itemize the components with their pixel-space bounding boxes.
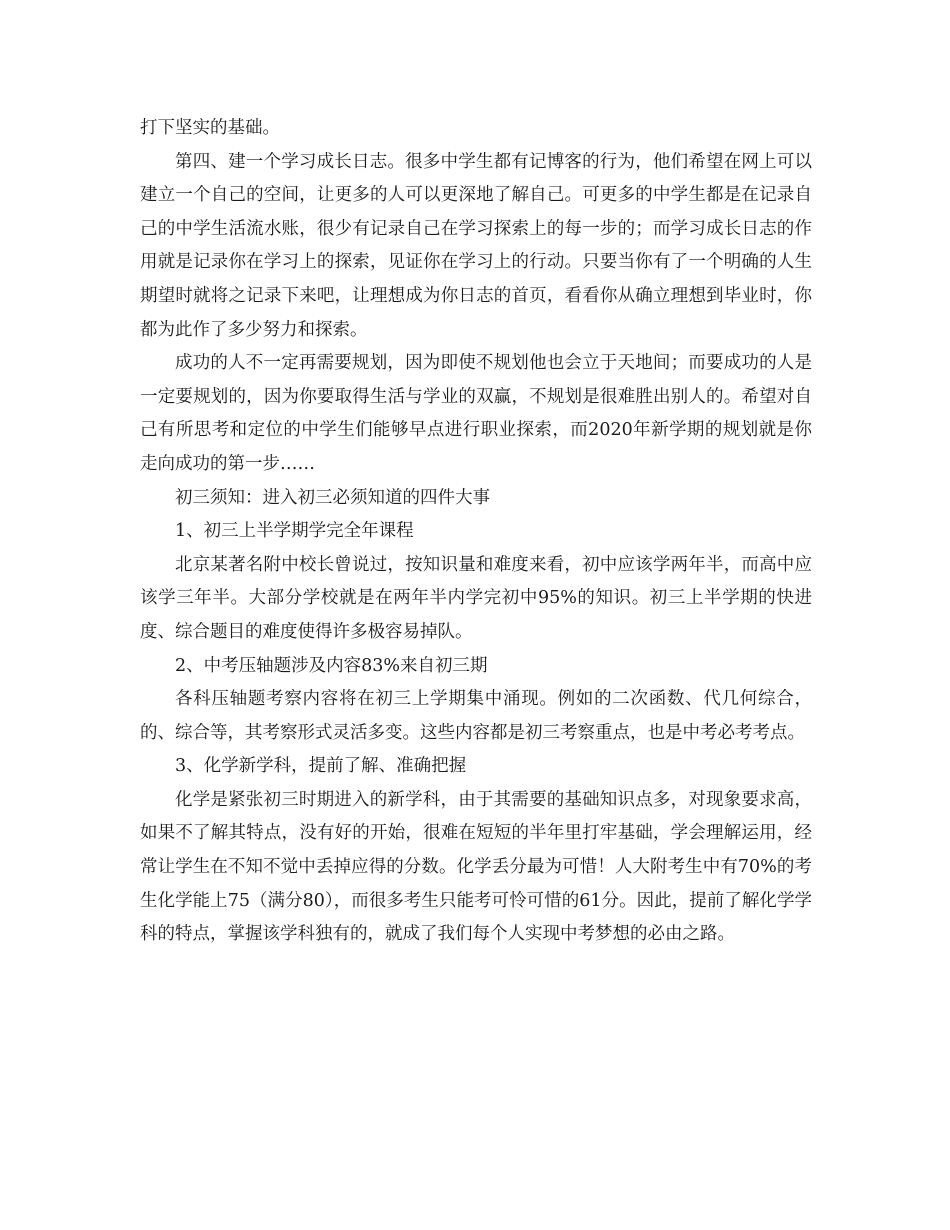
paragraph-item-1: 北京某著名附中校长曾说过，按知识量和难度来看，初中应该学两年半，而高中应该学三年半。大部分学校就是在两年半内学完初中95%的知识。初三上半学期的快进度、综合题目的难度使得许多极容易掉队。 — [140, 554, 812, 642]
document-body — [140, 112, 812, 952]
section-heading: 初三须知：进入初三必须知道的四件大事 — [175, 487, 490, 508]
item-heading-3: 3、化学新学科，提前了解、准确把握 — [175, 756, 467, 777]
paragraph-learning-log: 第四、建一个学习成长日志。很多中学生都有记博客的行为，他们希望在网上可以建立一个自己的空间，让更多的人可以更深地了解自己。可更多的中学生都是在记录自己的中学生活流水账，很少有记录自己在学习探索上的每一步的；而学习成长日志的作用就是记录你在学习上的探索，见证你在学习上的行动。只要当你有了一个明确的人生期望时就将之记录下来吧，让理想成为你日志的首页，看看你从确立理想到毕业时，你都为此作了多少努力和探索。 — [140, 151, 812, 340]
paragraph-planning: 成功的人不一定再需要规划，因为即使不规划他也会立于天地间；而要成功的人是一定要规划的，因为你要取得生活与学业的双赢，不规划是很难胜出别人的。希望对自己有所思考和定位的中学生们能够早点进行职业探索，而2020年新学期的规划就是你走向成功的第一步…… — [140, 353, 812, 474]
item-heading-2: 2、中考压轴题涉及内容83%来自初三期 — [175, 655, 488, 676]
item-heading-1: 1、初三上半学期学完全年课程 — [175, 521, 414, 542]
paragraph-item-3: 化学是紧张初三时期进入的新学科，由于其需要的基础知识点多，对现象要求高，如果不了解其特点，没有好的开始，很难在短短的半年里打牢基础，学会理解运用，经常让学生在不知不觉中丢掉应得的分数。化学丢分最为可惜！人大附考生中有70%的考生化学能上75（满分80），而很多考生只能考可怜可惜的61分。因此，提前了解化学学科的特点，掌握该学科独有的，就成了我们每个人实现中考梦想的必由之路。 — [140, 789, 812, 945]
paragraph-item-2: 各科压轴题考察内容将在初三上学期集中涌现。例如的二次函数、代几何综合，的、综合等，其考察形式灵活多变。这些内容都是初三考察重点，也是中考必考考点。 — [140, 689, 812, 743]
paragraph-continuation: 打下坚实的基础。 — [140, 118, 280, 138]
